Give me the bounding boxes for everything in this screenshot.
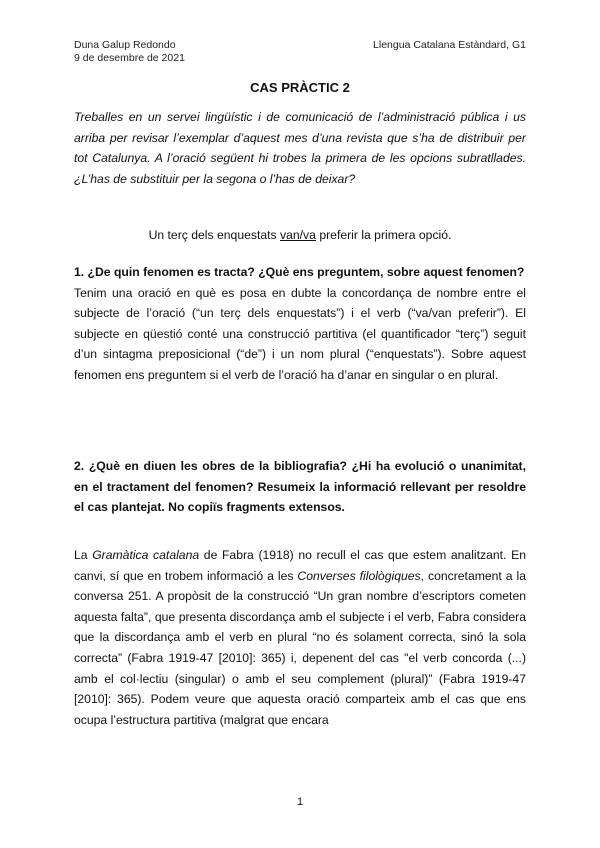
course-name: Llengua Catalana Estàndard, G1	[373, 39, 526, 51]
answer-text-1: La	[74, 548, 93, 562]
question-2-section	[74, 456, 526, 518]
example-after: preferir la primera opció.	[315, 228, 452, 242]
header-right	[373, 39, 526, 52]
author-name: Duna Galup Redondo	[74, 39, 176, 51]
question-2-answer	[74, 545, 526, 730]
question-2-heading: 2. ¿Què en diuen les obres de la bibliografia? ¿Hi ha evolució o unanimitat, en el tractament del fenomen? Resumeix la informació rellevant per resoldre el cas plantejat. No copiïs fragments extensos.	[74, 459, 526, 515]
answer-text-3: , concretament a la conversa 251. A propòsit de la construcció “Un gran nombre d’escriptors cometen aquesta falta”, que presenta discordança amb el subjecte i el verb, Fabra considera que la discordança amb el verb en plural “no és solament correcta, sinó la sola correcta” (Fabra 1919-47 [2010]: 365) i, depenent del cas "el verb concorda (...) amb el col·lectiu (singular) o amb el seu complement (plural)” (Fabra 1919-47 [2010]: 365). Podem veure que aquesta oració comparteix amb el cas que ens ocupa l’estructura partitiva (malgrat que encara	[74, 568, 526, 727]
work-title-converses: Converses filològiques	[297, 568, 421, 583]
page-title: CAS PRÀCTIC 2	[250, 80, 350, 95]
header-left	[74, 39, 185, 65]
document-date: 9 de desembre de 2021	[74, 52, 185, 64]
question-1-section	[74, 262, 526, 386]
example-before: Un terç dels enquestats	[148, 228, 281, 242]
example-underlined-options: van/va	[280, 228, 316, 242]
question-1-heading: 1. ¿De quin fenomen es tracta? ¿Què ens preguntem, sobre aquest fenomen?	[74, 265, 525, 279]
work-title-gramatica: Gramàtica catalana	[92, 548, 200, 562]
question-1-answer: Tenim una oració en què es posa en dubte la concordança de nombre entre el subjecte de l’oració (“un terç dels enquestats”) i el verb (“va/van preferir”). El subjecte en qüestió conté una construcció partitiva (el quantificador “terç”) seguit d’un sintagma preposicional (“de”) i un nom plural (“enquestats”). Sobre aquest fenomen ens preguntem si el verb de l’oració ha d’anar en singular o en plural.	[74, 285, 526, 382]
example-sentence	[74, 225, 526, 246]
case-introduction: Treballes en un servei lingüístic i de comunicació de l’administració pública i us arriba per revisar l’exemplar d’aquest mes d’una revista que s’ha de distribuir per tot Catalunya. A l’oració següent hi trobes la primera de les opcions subratllades. ¿L’has de substituir per la segona o l’has de deixar?	[74, 110, 526, 186]
page-number: 1	[296, 796, 304, 808]
answer-text-2: de Fabra (1918) no recull el cas que estem analitzant. En canvi, sí que en trobem informació a les	[74, 548, 526, 583]
